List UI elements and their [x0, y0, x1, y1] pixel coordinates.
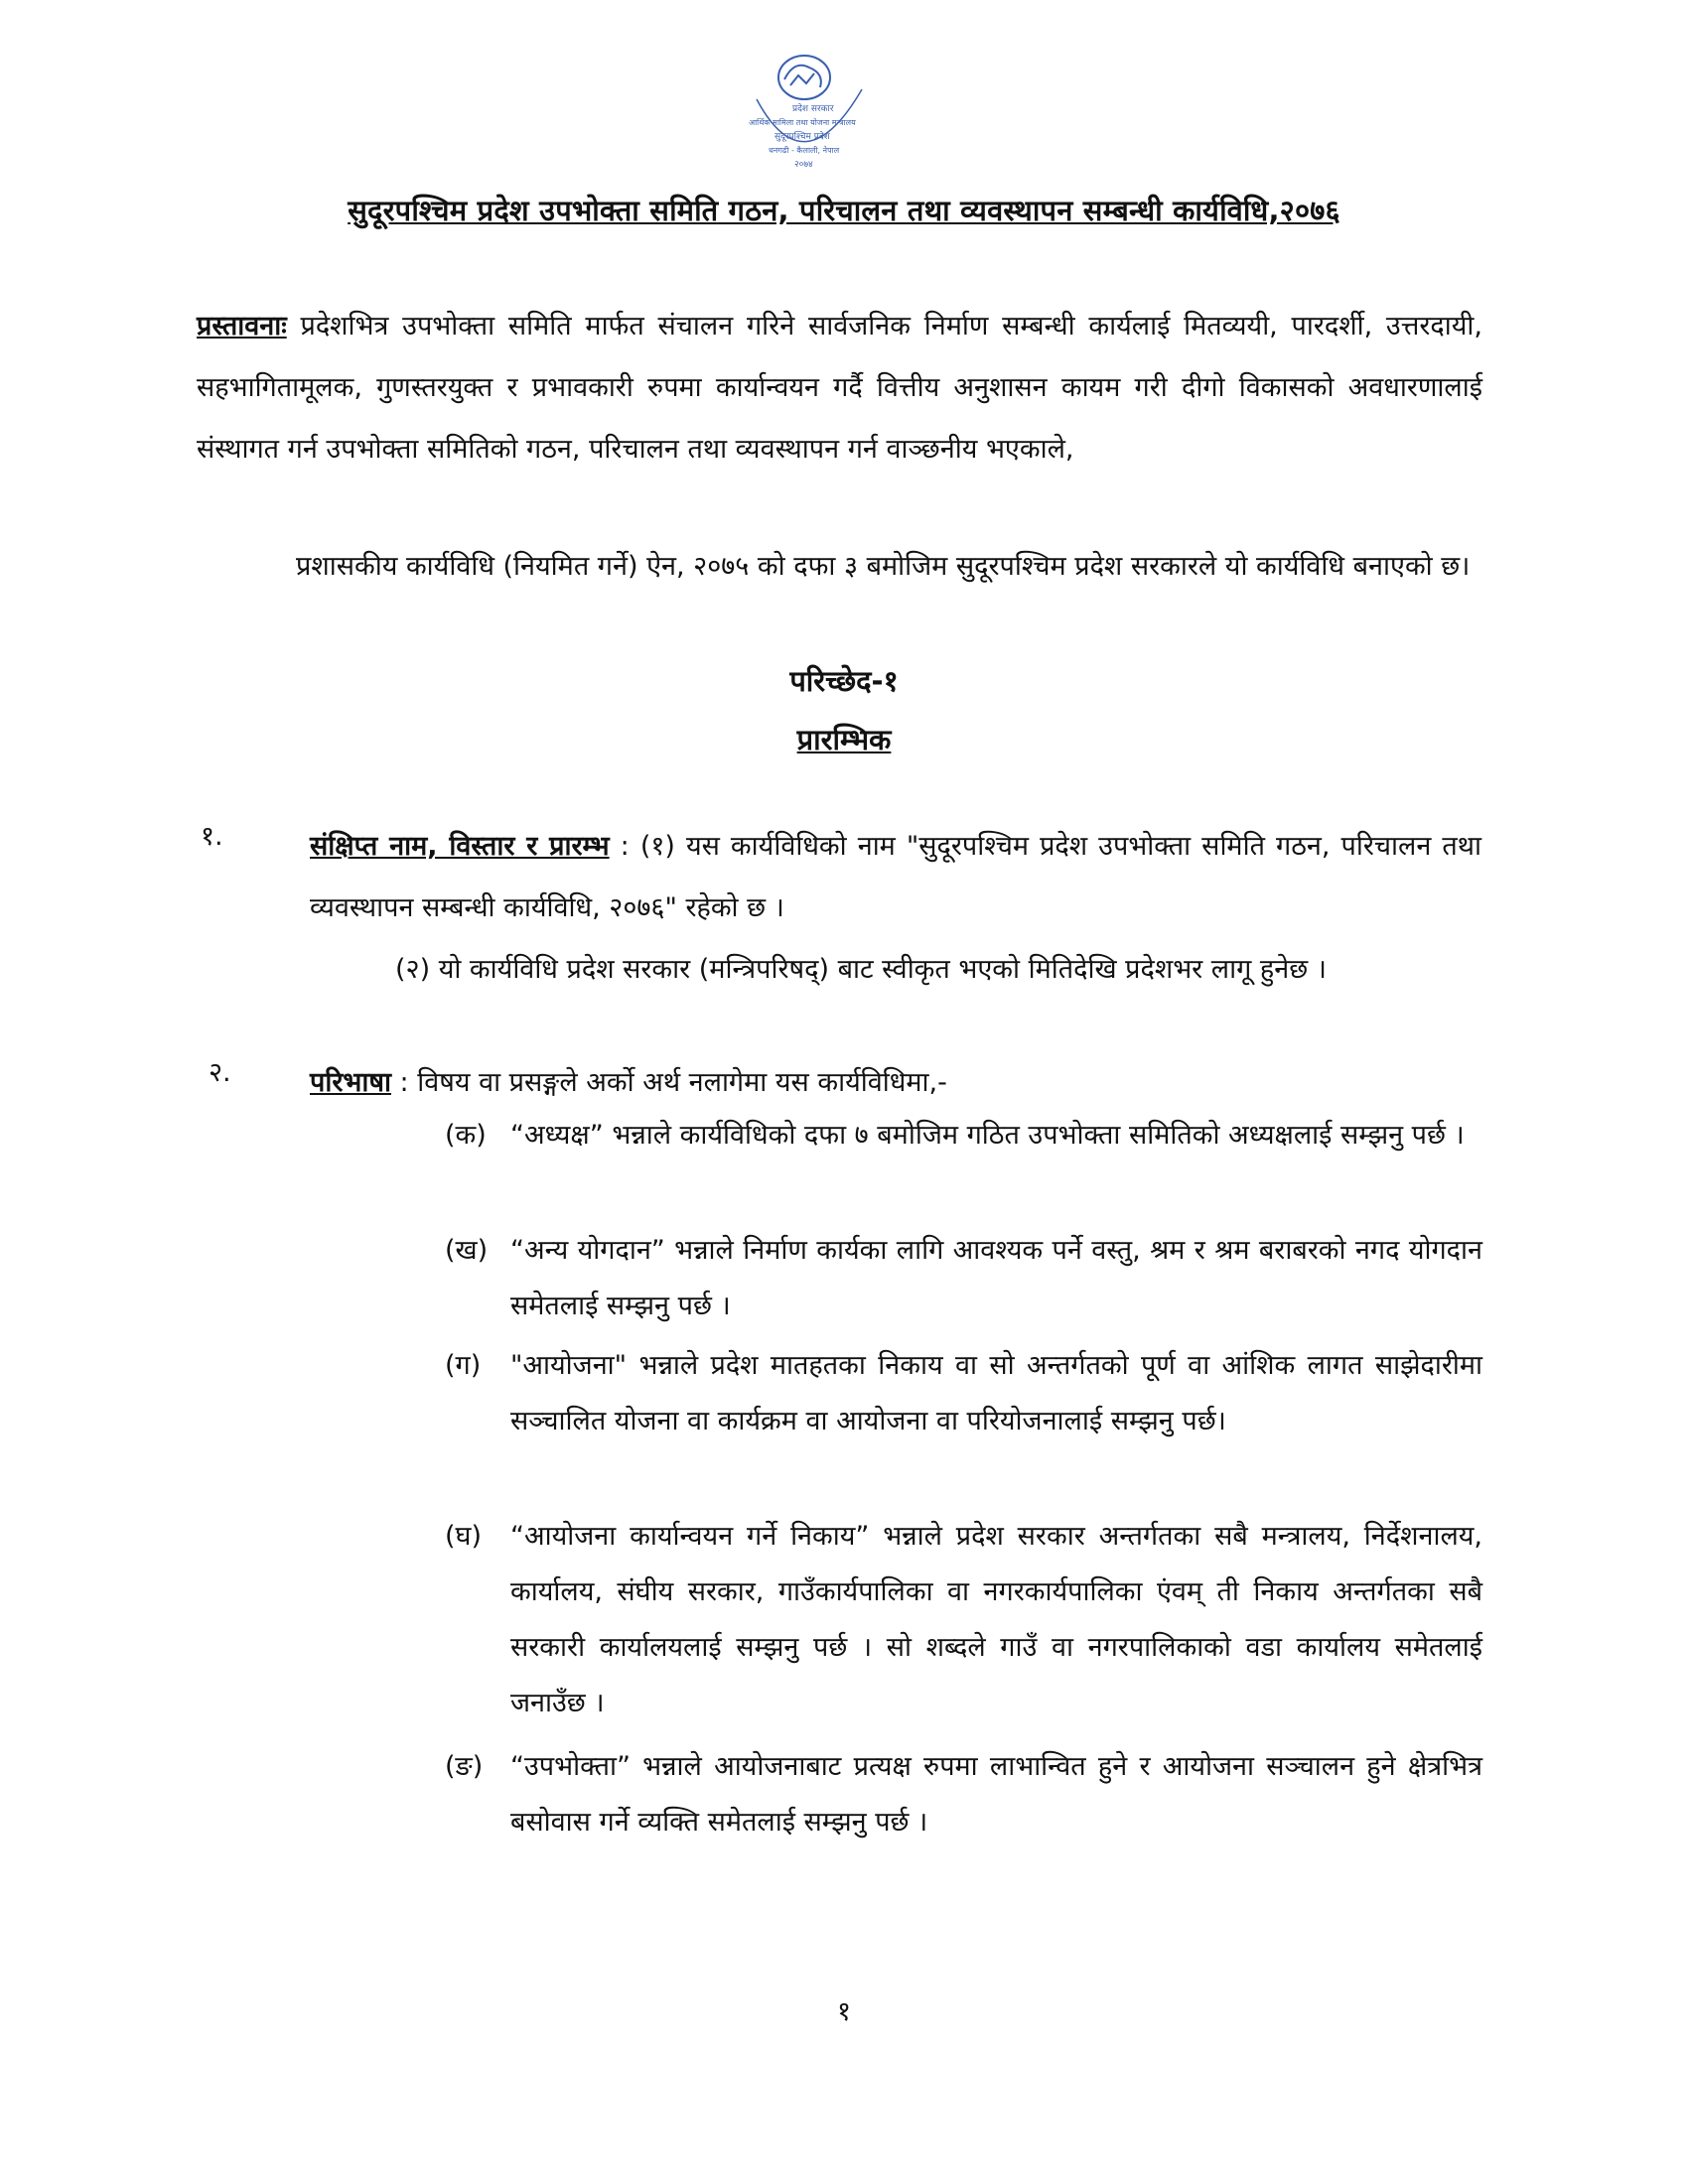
seal-line-1: प्रदेश सरकार	[792, 104, 834, 114]
definition-item	[445, 1338, 1482, 1449]
definition-label: (क)	[445, 1120, 487, 1151]
definition-item	[445, 1739, 1482, 1850]
section-label: संक्षिप्त नाम, विस्तार र प्रारम्भ	[310, 831, 610, 862]
seal-line-4: धनगढी - कैलाली, नेपाल	[769, 146, 840, 155]
preamble-text: प्रदेशभित्र उपभोक्ता समिति मार्फत संचालन गरिने सार्वजनिक निर्माण सम्बन्धी कार्यलाई मितव्ययी, पारदर्शी, उत्तरदायी, सहभागितामूलक, गुणस्तरयुक्त र प्रभावकारी रुपमा कार्यान्वयन गर्दै वित्तीय अनुशासन कायम गरी दीगो विकासको अवधारणालाई संस्थागत गर्न उपभोक्ता समितिको गठन, परिचालन तथा व्यवस्थापन गर्न वाञ्छनीय भएकाले,	[197, 311, 1482, 465]
page-number: १	[836, 1996, 852, 2027]
definition-text: “अन्य योगदान” भन्नाले निर्माण कार्यका लागि आवश्यक पर्ने वस्तु, श्रम र श्रम बराबरको नगद योगदान समेतलाई सम्झनु पर्छ ।	[510, 1235, 1482, 1321]
definition-text: “अध्यक्ष” भन्नाले कार्यविधिको दफा ७ बमोजिम गठित उपभोक्ता समितिको अध्यक्षलाई सम्झनु पर्छ ।	[510, 1120, 1465, 1151]
chapter-name: प्रारम्भिक	[796, 723, 892, 756]
seal-line-3: सुदूरपश्चिम प्रदेश	[774, 132, 830, 142]
definition-label: (ख)	[445, 1235, 489, 1266]
document-title: सुदूरपश्चिम प्रदेश उपभोक्ता समिति गठन, परिचालन तथा व्यवस्थापन सम्बन्धी कार्यविधि,२०७६	[348, 194, 1340, 227]
definition-item	[445, 1223, 1482, 1334]
section-label: परिभाषा	[310, 1067, 391, 1098]
section-short-title	[310, 816, 1481, 939]
definition-label: (ग)	[445, 1350, 482, 1381]
chapter-number: परिच्छेद-१	[789, 664, 899, 698]
section-definitions	[310, 1052, 1481, 1114]
section-text: : विषय वा प्रसङ्गले अर्को अर्थ नलागेमा यस कार्यविधिमा,-	[390, 1067, 947, 1098]
preamble-paragraph	[197, 296, 1482, 480]
seal-line-2: आर्थिक मामिला तथा योजना मन्त्रालय	[749, 118, 856, 127]
section-number: १.	[201, 821, 223, 852]
seal-line-5: २०७४	[794, 160, 813, 170]
definition-text: "आयोजना" भन्नाले प्रदेश मातहतका निकाय वा सो अन्तर्गतको पूर्ण वा आंशिक लागत साझेदारीमा सञ्चालित योजना वा कार्यक्रम वा आयोजना वा परियोजनालाई सम्झनु पर्छ।	[510, 1350, 1482, 1436]
definition-label: (ङ)	[445, 1751, 484, 1782]
definition-label: (घ)	[445, 1521, 483, 1552]
definition-text: “उपभोक्ता” भन्नाले आयोजनाबाट प्रत्यक्ष रुपमा लाभान्वित हुने र आयोजना सञ्चालन हुने क्षेत्रभित्र बसोवास गर्ने व्यक्ति समेतलाई सम्झनु पर्छ ।	[510, 1751, 1482, 1838]
definition-text: “आयोजना कार्यान्वयन गर्ने निकाय” भन्नाले प्रदेश सरकार अन्तर्गतका सबै मन्त्रालय, निर्देशनालय, कार्यालय, संघीय सरकार, गाउँकार्यपालिका वा नगरकार्यपालिका एंवम् ती निकाय अन्तर्गतका सबै सरकारी कार्यालयलाई सम्झनु पर्छ । सो शब्दले गाउँ वा नगरपालिकाको वडा कार्यालय समेतलाई जनाउँछ ।	[510, 1521, 1482, 1718]
section-subclause: (२) यो कार्यविधि प्रदेश सरकार (मन्त्रिपरिषद्) बाट स्वीकृत भएको मितिदेखि प्रदेशभर लागू हुनेछ ।	[395, 954, 1327, 985]
section-text: : (१) यस कार्यविधिको नाम "सुदूरपश्चिम प्रदेश उपभोक्ता समिति गठन, परिचालन तथा व्यवस्थापन सम्बन्धी कार्यविधि, २०७६" रहेको छ ।	[310, 831, 1481, 923]
definition-item	[445, 1509, 1482, 1731]
section-number: २.	[209, 1057, 231, 1088]
preamble-label: प्रस्तावनाः	[197, 311, 287, 341]
government-seal-icon	[735, 40, 874, 189]
preamble-enactment-paragraph: प्रशासकीय कार्यविधि (नियमित गर्ने) ऐन, २०७५ को दफा ३ बमोजिम सुदूरपश्चिम प्रदेश सरकारले यो कार्यविधि बनाएको छ।	[296, 551, 1471, 582]
definition-item	[445, 1108, 1482, 1163]
